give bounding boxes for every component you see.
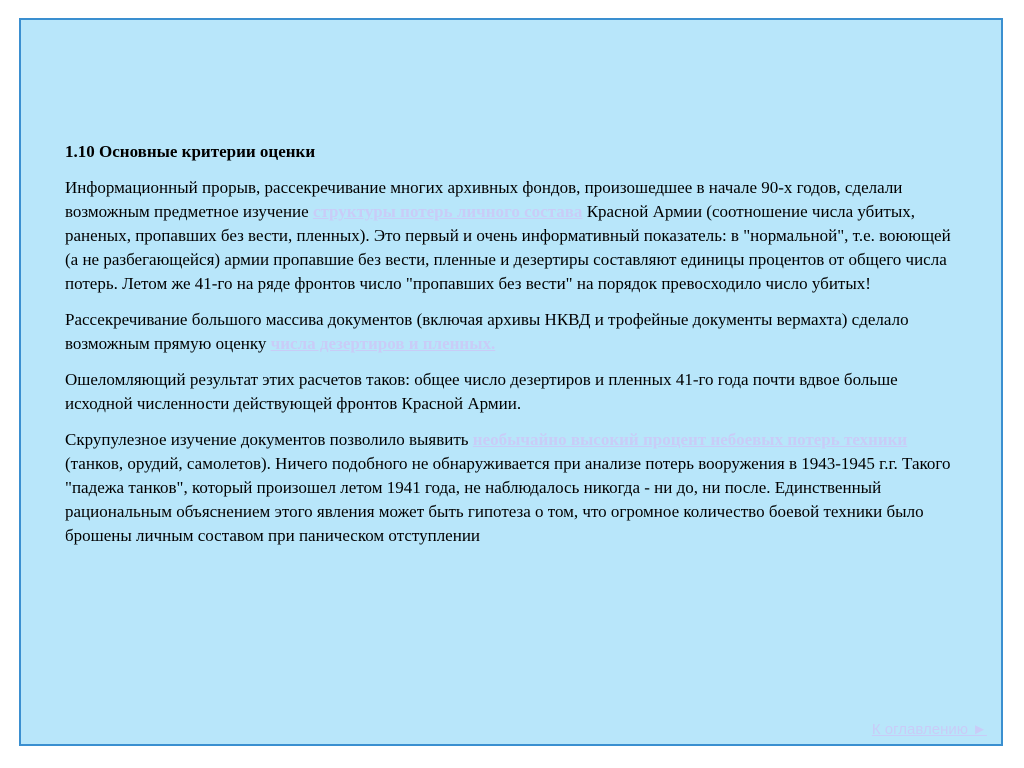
section-heading: 1.10 Основные критерии оценки	[65, 142, 316, 161]
paragraph-1-text-before: Информационный прорыв, рассекречивание многих архивных фондов, произошедшее в начале 90-х годов, сделали возможным предметное изучение	[65, 178, 903, 221]
paragraph-2	[65, 308, 965, 356]
paragraph-1	[65, 176, 965, 296]
link-personnel-losses-structure[interactable]: структуры потерь личного состава	[312, 202, 583, 221]
table-of-contents-link[interactable]: К оглавлению ►	[871, 721, 987, 738]
paragraph-2-text-before: Рассекречивание большого массива документов (включая архивы НКВД и трофейные документы вермахта) сделало возможным прямую оценку	[65, 310, 909, 353]
link-non-combat-equipment-losses[interactable]: необычайно высокий процент небоевых потерь техники	[472, 430, 908, 449]
paragraph-4	[65, 428, 965, 548]
paragraph-4-text-before: Скрупулезное изучение документов позволило выявить	[65, 430, 473, 449]
content-area	[65, 140, 965, 560]
paragraph-4-text-after: (танков, орудий, самолетов). Ничего подобного не обнаруживается при анализе потерь вооружения в 1943-1945 г.г. Такого "падежа танков", который произошел летом 1941 года, не наблюдалось никогда - ни до, ни после. Единственный рациональным объяснением этого явления может быть гипотеза о том, что огромное количество боевой техники было брошены личным составом при паническом отступлении	[65, 454, 951, 545]
link-deserters-prisoners-count[interactable]: числа дезертиров и пленных.	[270, 334, 496, 353]
slide	[19, 18, 1003, 746]
paragraph-1-text-after: Красной Армии (соотношение числа убитых, раненых, пропавших без вести, пленных). Это первый и очень информативный показатель: в "нормальной", т.е. воюющей (а не разбегающейся) армии пропавшие без вести, пленные и дезертиры составляют единицы процентов от общего числа потерь. Летом же 41-го на ряде фронтов число "пропавших без вести" на порядок превосходило число убитых!	[65, 202, 951, 293]
paragraph-3: Ошеломляющий результат этих расчетов таков: общее число дезертиров и пленных 41-го года почти вдвое больше исходной численности действующей фронтов Красной Армии.	[65, 370, 898, 413]
